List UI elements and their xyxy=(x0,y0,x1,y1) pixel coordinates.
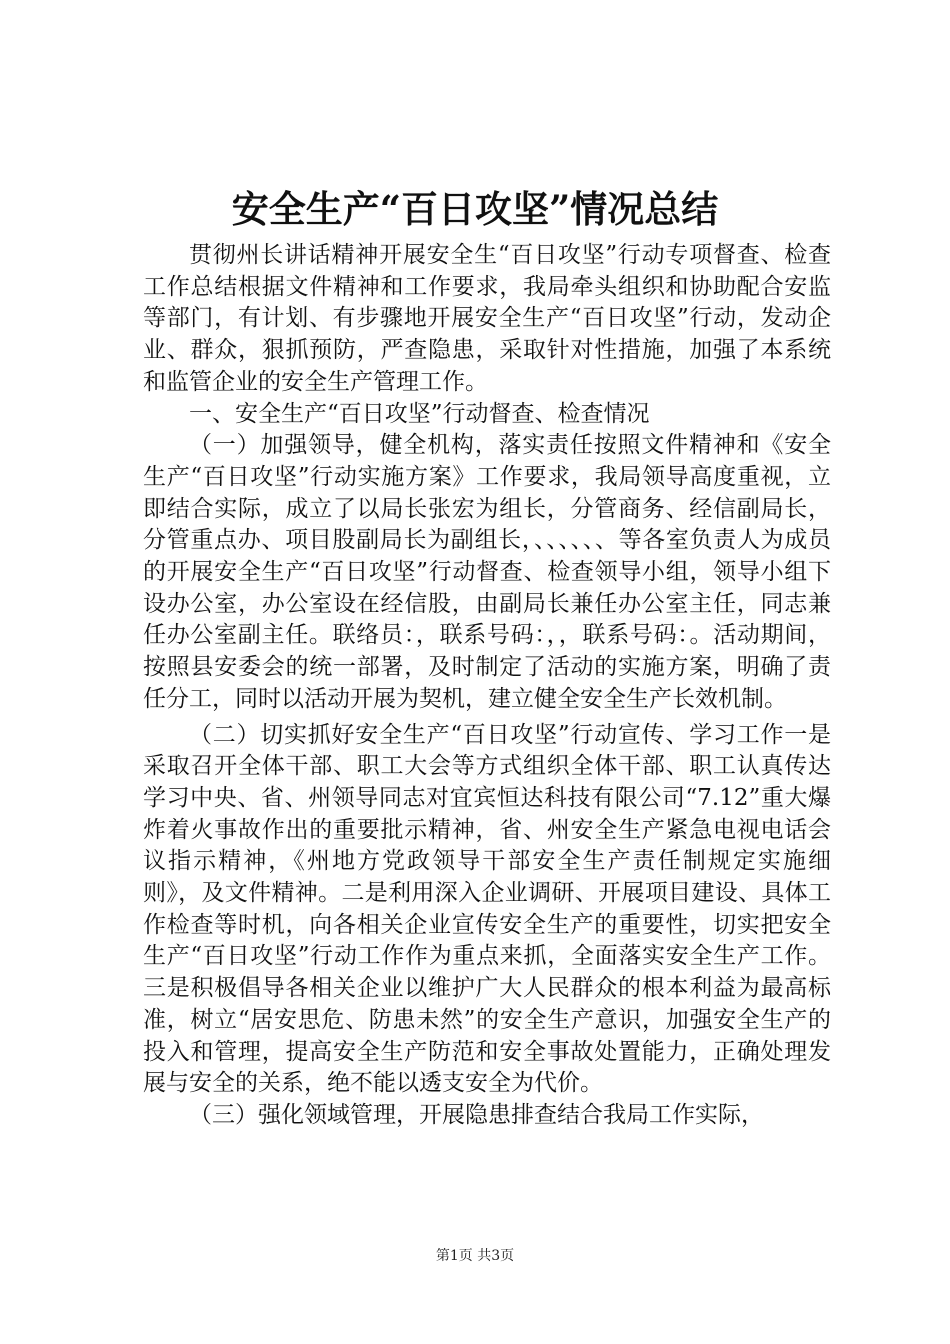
page-footer: 第1页 共3页 xyxy=(435,1248,515,1264)
paragraph-section-1-2: （二）切实抓好安全生产“百日攻坚”行动宣传、学习工作一是采取召开全体干部、职工大会等方式组织全体干部、职工认真传达学习中央、省、州领导同志对宜宾恒达科技有限公司“7.12”重大爆炸着火事故作出的重要批示精神，省、州安全生产紧急电视电话会议指示精神，《州地方党政领导干部安全生产责任制规定实施细则》，及文件精神。二是利用深入企业调研、开展项目建设、具体工作检查等时机，向各相关企业宣传安全生产的重要性，切实把安全生产“百日攻坚”行动工作作为重点来抓，全面落实安全生产工作。三是积极倡导各相关企业以维护广大人民群众的根本利益为最高标准，树立“居安思危、防患未然”的安全生产意识，加强安全生产的投入和管理，提高安全生产防范和安全事故处置能力，正确处理发展与安全的关系，绝不能以透支安全为代价。 xyxy=(143,721,831,1097)
document-title: 安全生产“百日攻坚”情况总结 xyxy=(231,187,719,231)
section-heading-1: 一、安全生产“百日攻坚”行动督查、检查情况 xyxy=(189,400,650,427)
paragraph-section-1-1: （一）加强领导，健全机构，落实责任按照文件精神和《安全生产“百日攻坚”行动实施方案》工作要求，我局领导高度重视，立即结合实际，成立了以局长张宏为组长，分管商务、经信副局长，分管重点办、项目股副局长为副组长，、、、、、、等各室负责人为成员的开展安全生产“百日攻坚”行动督查、检查领导小组，领导小组下设办公室，办公室设在经信股，由副局长兼任办公室主任，同志兼任办公室副主任。联络员：，联系号码：，，联系号码：。活动期间，按照县安委会的统一部署，及时制定了活动的实施方案，明确了责任分工，同时以活动开展为契机，建立健全安全生产长效机制。 xyxy=(143,432,831,712)
paragraph-intro: 贯彻州长讲话精神开展安全生“百日攻坚”行动专项督查、检查工作总结根据文件精神和工作要求，我局牵头组织和协助配合安监等部门，有计划、有步骤地开展安全生产“百日攻坚”行动，发动企业、群众，狠抓预防，严查隐患，采取针对性措施，加强了本系统和监管企业的安全生产管理工作。 xyxy=(143,242,831,395)
paragraph-section-1-3: （三）强化领域管理，开展隐患排查结合我局工作实际， xyxy=(189,1101,764,1128)
document-body xyxy=(143,240,831,1132)
